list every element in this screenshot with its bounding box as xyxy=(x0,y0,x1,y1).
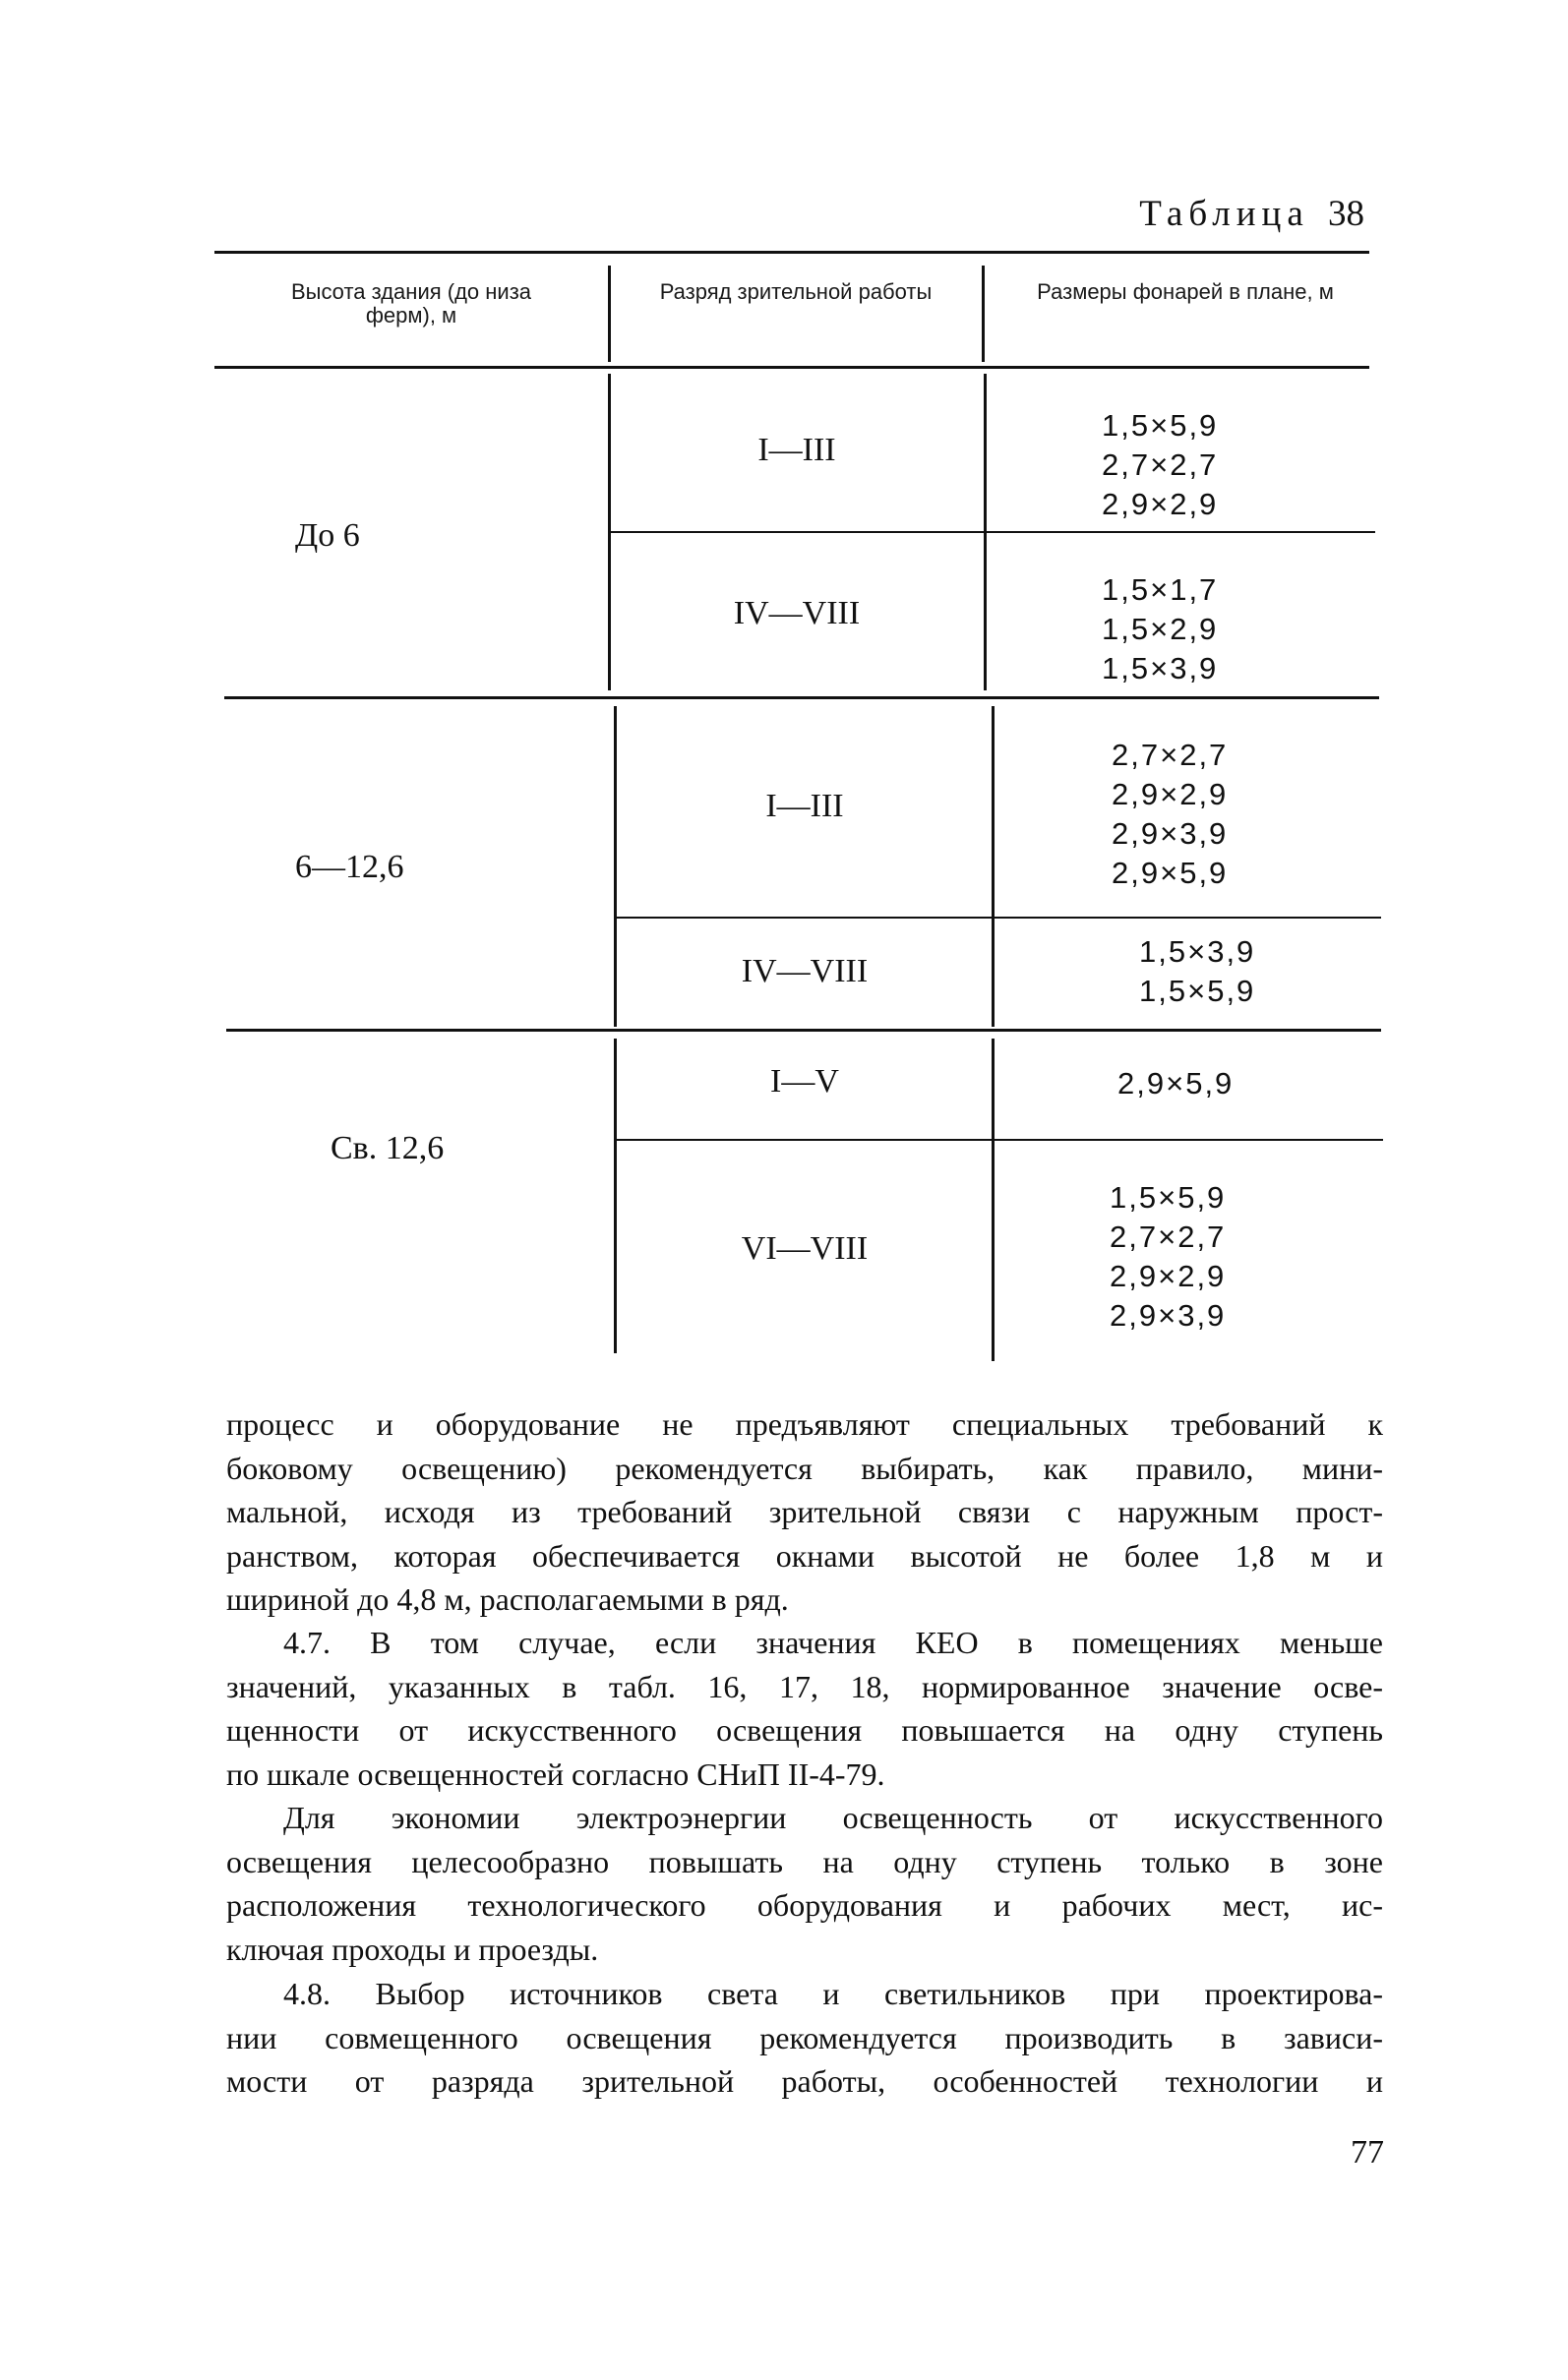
group2-divider-2 xyxy=(992,706,995,1027)
size-value: 1,5×1,7 xyxy=(1102,572,1219,607)
grade-cell: I—III xyxy=(765,788,844,824)
size-value: 1,5×3,9 xyxy=(1102,651,1219,685)
sizes-cell xyxy=(1102,406,1218,524)
text-line: нии совмещенного освещения рекомендуется производить в зависи- xyxy=(226,2019,1383,2055)
height-cell: 6—12,6 xyxy=(295,849,404,885)
group1-row-rule xyxy=(610,531,1375,533)
table-top-rule xyxy=(214,251,1369,254)
grade-cell: I—III xyxy=(757,432,836,468)
size-value: 2,9×3,9 xyxy=(1110,1298,1227,1333)
size-value: 2,9×5,9 xyxy=(1112,856,1229,890)
size-value: 1,5×2,9 xyxy=(1102,612,1219,646)
page-number: 77 xyxy=(1351,2134,1384,2171)
text-line: шириной до 4,8 м, располагаемыми в ряд. xyxy=(226,1581,789,1617)
header-grade: Разряд зрительной работы xyxy=(659,279,933,304)
grade-cell: I—V xyxy=(770,1063,839,1100)
table-caption xyxy=(1139,193,1364,235)
text-line: Для экономии электроэнергии освещенность от искусственного xyxy=(283,1800,1383,1835)
paragraph-continuation xyxy=(226,1402,1383,1622)
sizes-cell xyxy=(1112,736,1228,893)
table-header-rule xyxy=(214,366,1369,369)
sizes-cell xyxy=(1117,1064,1234,1103)
grade-cell: VI—VIII xyxy=(741,1230,869,1267)
text-line: 4.8. Выбор источников света и светильников при проектирова- xyxy=(283,1976,1383,2011)
size-value: 1,5×5,9 xyxy=(1139,974,1256,1008)
text-line: щенности от искусственного освещения повышается на одну ступень xyxy=(226,1712,1383,1748)
paragraph-economy xyxy=(226,1796,1383,1971)
group2-row-rule xyxy=(616,917,1381,919)
header-divider-1 xyxy=(608,266,611,362)
grade-cell: IV—VIII xyxy=(741,953,869,989)
size-value: 2,9×5,9 xyxy=(1117,1066,1235,1101)
text-line: 4.7. В том случае, если значения КЕО в помещениях меньше xyxy=(283,1625,1383,1660)
size-value: 2,9×2,9 xyxy=(1112,777,1229,811)
header-lantern-sizes: Размеры фонарей в плане, м xyxy=(1037,279,1334,304)
group3-row-rule xyxy=(616,1139,1383,1141)
sizes-cell xyxy=(1139,932,1255,1011)
size-value: 1,5×5,9 xyxy=(1110,1180,1227,1215)
size-value: 2,7×2,7 xyxy=(1110,1220,1227,1254)
sizes-cell xyxy=(1102,570,1218,688)
text-line: мальной, исходя из требований зрительной связи с наружным прост- xyxy=(226,1494,1383,1529)
text-line: боковому освещению) рекомендуется выбирать, как правило, мини- xyxy=(226,1450,1383,1486)
size-value: 1,5×3,9 xyxy=(1139,934,1256,969)
text-line: значений, указанных в табл. 16, 17, 18, нормированное значение осве- xyxy=(226,1668,1383,1704)
text-line: мости от разряда зрительной работы, особенностей технологии и xyxy=(226,2063,1383,2099)
size-value: 2,7×2,7 xyxy=(1102,447,1219,482)
sizes-cell xyxy=(1110,1178,1226,1336)
text-line: освещения целесообразно повышать на одну ступень только в зоне xyxy=(226,1843,1383,1879)
table-caption-number: 38 xyxy=(1328,194,1364,234)
text-line: расположения технологического оборудования и рабочих мест, ис- xyxy=(226,1887,1383,1923)
height-cell: Св. 12,6 xyxy=(331,1130,445,1166)
size-value: 2,9×2,9 xyxy=(1110,1259,1227,1293)
paragraph-4-8 xyxy=(226,1972,1383,2104)
table-caption-word: Таблица xyxy=(1139,194,1309,234)
text-line: ранством, которая обеспечивается окнами высотой не более 1,8 м и xyxy=(226,1537,1383,1574)
paragraph-4-7 xyxy=(226,1621,1383,1796)
grade-cell: IV—VIII xyxy=(733,595,861,631)
group3-divider-1 xyxy=(614,1039,617,1353)
group3-divider-2 xyxy=(992,1039,995,1361)
height-cell: До 6 xyxy=(295,517,360,554)
group1-bottom-rule xyxy=(224,696,1379,699)
size-value: 2,9×2,9 xyxy=(1102,487,1219,521)
size-value: 2,9×3,9 xyxy=(1112,816,1229,851)
text-line: по шкале освещенностей согласно СНиП II-4-79. xyxy=(226,1755,885,1792)
header-divider-2 xyxy=(982,266,985,362)
text-line: процесс и оборудование не предъявляют специальных требований к xyxy=(226,1406,1383,1442)
header-height: Высота здания (до низа ферм), м xyxy=(290,279,532,327)
text-line: ключая проходы и проезды. xyxy=(226,1931,599,1967)
size-value: 1,5×5,9 xyxy=(1102,408,1219,443)
size-value: 2,7×2,7 xyxy=(1112,738,1229,772)
group2-bottom-rule xyxy=(226,1029,1381,1032)
group2-divider-1 xyxy=(614,706,617,1027)
